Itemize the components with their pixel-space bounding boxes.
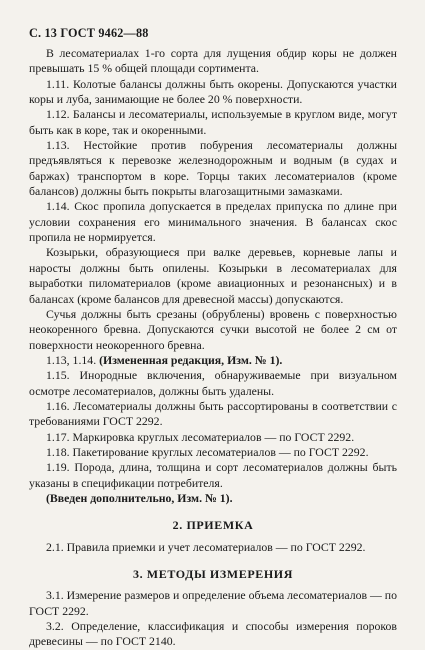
paragraph-suchya: Сучья должны быть срезаны (обрублены) вровень с поверхностью неокоренного бревна. Допускаются сучки высотой не более 2 см от поверхности неокоренного бревна. [29,306,397,352]
amendment-bold: (Измененная редакция, Изм. № 1). [99,352,283,367]
paragraph-1-11: 1.11. Колотые балансы должны быть окорены. Допускаются участки коры и луба, занимающие не более 20 % поверхности. [29,76,397,107]
paragraph-2-1: 2.1. Правила приемки и учет лесоматериалов — по ГОСТ 2292. [46,539,366,554]
introduction-note: (Введен дополнительно, Изм. № 1). [46,490,233,505]
paragraph-1-19: 1.19. Порода, длина, толщина и сорт лесоматериалов должны быть указаны в спецификации потребителя. [29,460,397,490]
paragraph-1-15: 1.15. Инородные включения, обнаруживаемые при визуальном осмотре лесоматериалов, должны быть удалены. [29,368,397,398]
paragraph-1-13: 1.13. Нестойкие против побурения лесоматериалы должны предъявляться к перевозке железнодорожным и водным (в судах и баржах) транспортом в коре. Торцы таких лесоматериалов (кроме балансов) должны быть покрыты влагозащитными замазками. [29,138,397,199]
paragraph-1-14: 1.14. Скос пропила допускается в пределах припуска по длине при условии сохранения его минимального значения. В балансах скос пропила не нормируется. [29,199,397,245]
paragraph: В лесоматериалах 1-го сорта для лущения обдир коры не должен превышать 15 % общей площади сортимента. [29,46,397,76]
section-3-title: 3. МЕТОДЫ ИЗМЕРЕНИЯ [132,567,294,581]
paragraph-kozyrki: Козырьки, образующиеся при валке деревьев, корневые лапы и наросты должны быть опилены. Козырьки в лесоматериалах для выработки пиломатериалов (кроме авиационных и резонансных) и в балансах (кроме балансов для древесной массы) допускаются. [29,245,397,306]
paragraph-3-2: 3.2. Определение, классификация и способы измерения пороков древесины — по ГОСТ 2140. [29,619,397,649]
amendment-note [29,353,397,368]
document-body [29,46,397,650]
paragraph-1-17: 1.17. Маркировка круглых лесоматериалов — по ГОСТ 2292. [46,429,355,444]
paragraph-3-1: 3.1. Измерение размеров и определение объема лесоматериалов — по ГОСТ 2292. [29,588,397,618]
section-2-title: 2. ПРИЕМКА [172,518,254,533]
amendment-prefix: 1.13, 1.14. [46,352,97,367]
page-header: С. 13 ГОСТ 9462—88 [29,26,149,40]
paragraph-1-12: 1.12. Балансы и лесоматериалы, используемые в круглом виде, могут быть как в коре, так и окоренными. [29,107,397,137]
paragraph-1-18: 1.18. Пакетирование круглых лесоматериалов — по ГОСТ 2292. [46,444,369,459]
paragraph-1-16: 1.16. Лесоматериалы должны быть рассортированы в соответствии с требованиями ГОСТ 2292. [29,398,397,429]
